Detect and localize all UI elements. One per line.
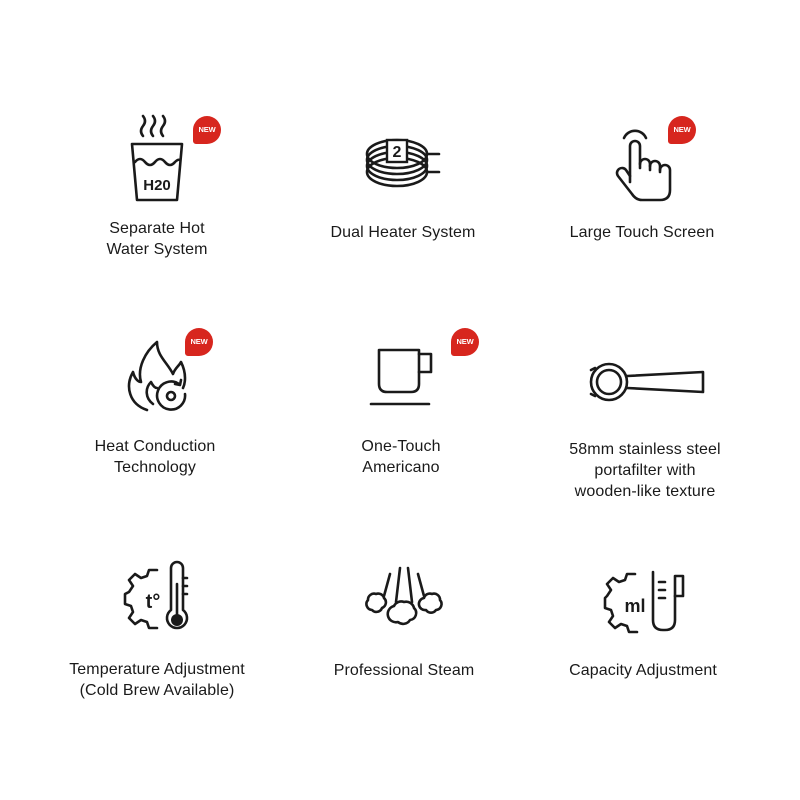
badge-text: NEW — [198, 125, 216, 134]
capacity-icon-text: ml — [624, 596, 646, 616]
thermometer-gear-icon — [123, 562, 193, 636]
icon-area — [513, 552, 773, 652]
icon-area — [273, 110, 533, 210]
feature-label: Separate Hot Water System — [106, 220, 208, 258]
feature-label: Heat Conduction Technology — [94, 438, 216, 476]
icon-area — [27, 110, 287, 210]
icon-area — [27, 552, 287, 652]
measuring-cup-gear-icon — [603, 566, 685, 636]
heater-coil-icon — [365, 132, 447, 194]
badge-text: NEW — [456, 337, 474, 346]
feature-label: Capacity Adjustment — [569, 662, 717, 679]
coffee-cup-icon — [369, 346, 437, 408]
feature-label: 58mm stainless steel portafilter with wooden-like texture — [569, 441, 721, 500]
feature-label: Dual Heater System — [330, 224, 476, 241]
icon-area — [25, 326, 285, 426]
icon-area — [512, 110, 772, 210]
flame-icon — [123, 338, 193, 414]
new-badge — [193, 116, 221, 144]
icon-area — [271, 326, 531, 426]
hot-water-icon-text: H20 — [143, 177, 171, 194]
icon-area — [515, 326, 775, 426]
touch-hand-icon — [610, 124, 676, 204]
badge-text: NEW — [673, 125, 691, 134]
feature-label: Temperature Adjustment (Cold Brew Available) — [69, 661, 245, 699]
icon-area — [274, 552, 534, 652]
portafilter-icon — [587, 356, 707, 408]
steam-icon — [362, 566, 446, 630]
feature-label: One-Touch Americano — [361, 438, 441, 476]
new-badge — [451, 328, 479, 356]
feature-label: Professional Steam — [333, 662, 475, 679]
feature-label: Large Touch Screen — [569, 224, 715, 241]
heater-icon-text: 2 — [392, 144, 402, 161]
hot-water-cup-icon — [127, 118, 187, 204]
new-badge — [668, 116, 696, 144]
temperature-icon-text: t° — [145, 591, 161, 613]
new-badge — [185, 328, 213, 356]
badge-text: NEW — [190, 337, 208, 346]
